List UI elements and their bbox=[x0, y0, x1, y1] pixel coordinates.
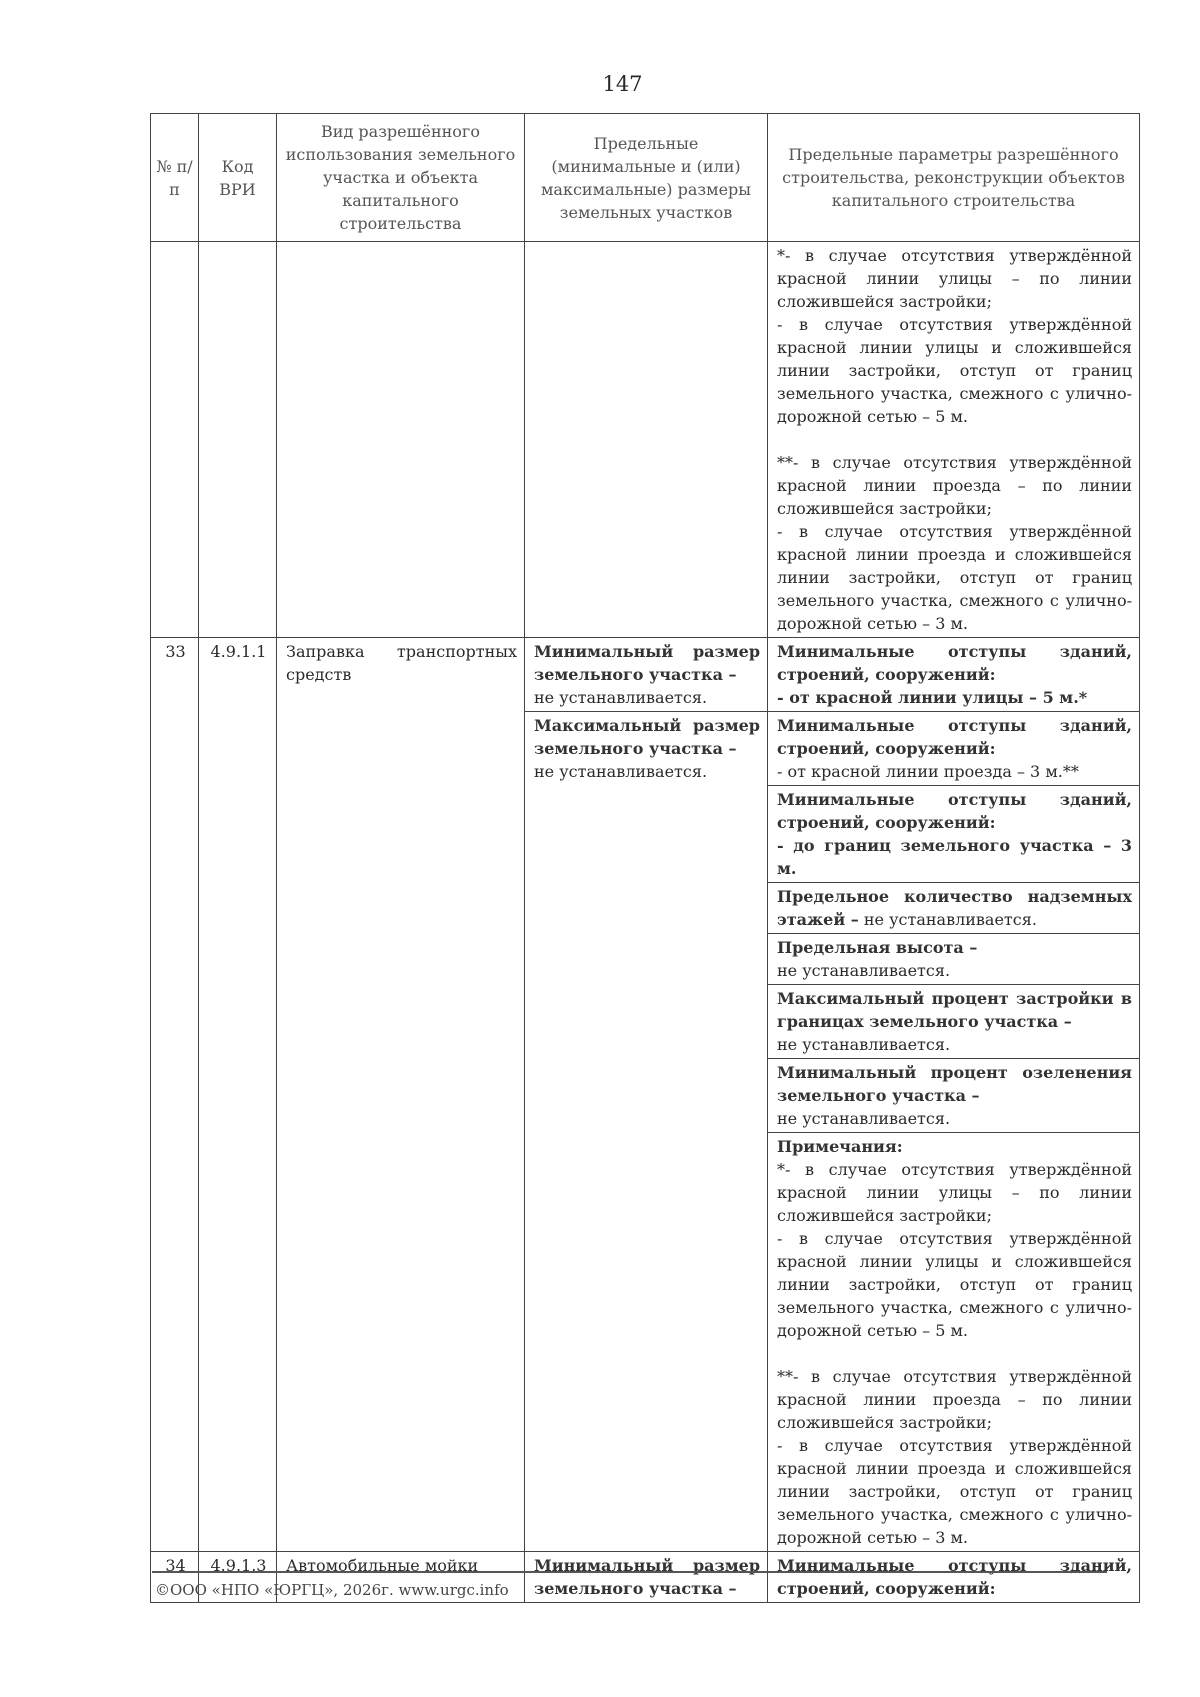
row-number: 34 bbox=[151, 1552, 199, 1603]
param-label: Максимальный процент застройки в границах земельного участка – bbox=[777, 989, 1132, 1031]
min-size-cell bbox=[525, 638, 768, 712]
footer-divider bbox=[152, 1571, 1107, 1573]
param-cell bbox=[768, 1059, 1140, 1133]
param-label: Минимальные отступы зданий, строений, сооружений: bbox=[777, 716, 1132, 758]
header-params: Предельные параметры разрешённого строительства, реконструкции объектов капитального строительства bbox=[768, 114, 1140, 242]
param-cell bbox=[768, 985, 1140, 1059]
header-kind: Вид разрешённого использования земельного участка и объекта капитального строительства bbox=[277, 114, 525, 242]
note-paragraph: - в случае отсутствия утверждённой красной линии улицы и сложившейся линии застройки, отступ от границ земельного участка, смежного с улично-дорожной сетью – 5 м. bbox=[777, 1229, 1132, 1340]
row-code: 4.9.1.3 bbox=[199, 1552, 277, 1603]
table-row-continued bbox=[151, 242, 1140, 638]
note-paragraph: **- в случае отсутствия утверждённой красной линии проезда – по линии сложившейся застройки; bbox=[777, 453, 1132, 518]
page-number: 147 bbox=[602, 72, 643, 96]
note-paragraph: - в случае отсутствия утверждённой красной линии проезда и сложившейся линии застройки, отступ от границ земельного участка, смежного с улично-дорожной сетью – 3 м. bbox=[777, 1436, 1132, 1547]
note-paragraph: - в случае отсутствия утверждённой красной линии проезда и сложившейся линии застройки, отступ от границ земельного участка, смежного с улично-дорожной сетью – 3 м. bbox=[777, 522, 1132, 633]
param-value: не устанавливается. bbox=[777, 1035, 951, 1054]
note-paragraph: *- в случае отсутствия утверждённой красной линии улицы – по линии сложившейся застройки; bbox=[777, 1160, 1132, 1225]
param-cell bbox=[768, 1552, 1140, 1603]
row-code: 4.9.1.1 bbox=[199, 638, 277, 1552]
cell-empty bbox=[199, 242, 277, 638]
param-value: не устанавливается. bbox=[777, 1109, 951, 1128]
regulations-table bbox=[150, 113, 1140, 1603]
notes-title: Примечания: bbox=[777, 1137, 903, 1156]
param-value: - до границ земельного участка – 3 м. bbox=[777, 836, 1132, 878]
param-label: Предельная высота – bbox=[777, 938, 978, 957]
max-size-label: Максимальный размер земельного участка – bbox=[534, 716, 760, 758]
row-kind: Заправка транспортных средств bbox=[277, 638, 525, 1552]
param-value: не устанавливается. bbox=[777, 961, 951, 980]
header-sizes: Предельные (минимальные и (или) максимальные) размеры земельных участков bbox=[525, 114, 768, 242]
note-paragraph: *- в случае отсутствия утверждённой красной линии улицы – по линии сложившейся застройки; bbox=[777, 246, 1132, 311]
cell-empty bbox=[277, 242, 525, 638]
param-value: не устанавливается. bbox=[858, 910, 1037, 929]
header-num: № п/п bbox=[151, 114, 199, 242]
row-number: 33 bbox=[151, 638, 199, 1552]
param-label: Минимальные отступы зданий, строений, сооружений: bbox=[777, 1556, 1132, 1598]
header-code: Код ВРИ bbox=[199, 114, 277, 242]
row-kind: Автомобильные мойки bbox=[277, 1552, 525, 1603]
max-size-cell bbox=[525, 712, 768, 1552]
footer-copyright: ©ООО «НПО «ЮРГЦ», 2026г. www.urgc.info bbox=[155, 1581, 509, 1599]
notes-cell bbox=[768, 1133, 1140, 1552]
param-cell bbox=[768, 638, 1140, 712]
min-size-label: Минимальный размер земельного участка – bbox=[534, 1556, 760, 1598]
cell-empty bbox=[525, 242, 768, 638]
param-label: Минимальный процент озеленения земельного участка – bbox=[777, 1063, 1132, 1105]
max-size-value: не устанавливается. bbox=[534, 762, 708, 781]
param-cell bbox=[768, 786, 1140, 883]
min-size-value: не устанавливается. bbox=[534, 688, 708, 707]
min-size-label: Минимальный размер земельного участка – bbox=[534, 642, 760, 684]
min-size-cell bbox=[525, 1552, 768, 1603]
header-row bbox=[151, 114, 1140, 242]
param-cell bbox=[768, 934, 1140, 985]
cell-notes-continued bbox=[768, 242, 1140, 638]
param-label: Предельное количество надземных этажей – bbox=[777, 887, 1132, 929]
param-value: - от красной линии проезда – 3 м.** bbox=[777, 762, 1079, 781]
param-cell bbox=[768, 712, 1140, 786]
param-label: Минимальные отступы зданий, строений, сооружений: bbox=[777, 790, 1132, 832]
note-paragraph: - в случае отсутствия утверждённой красной линии улицы и сложившейся линии застройки, отступ от границ земельного участка, смежного с улично-дорожной сетью – 5 м. bbox=[777, 315, 1132, 426]
param-cell bbox=[768, 883, 1140, 934]
param-value: - от красной линии улицы – 5 м.* bbox=[777, 688, 1088, 707]
table-row-33 bbox=[151, 638, 1140, 712]
cell-empty bbox=[151, 242, 199, 638]
note-paragraph: **- в случае отсутствия утверждённой красной линии проезда – по линии сложившейся застройки; bbox=[777, 1367, 1132, 1432]
param-label: Минимальные отступы зданий, строений, сооружений: bbox=[777, 642, 1132, 684]
